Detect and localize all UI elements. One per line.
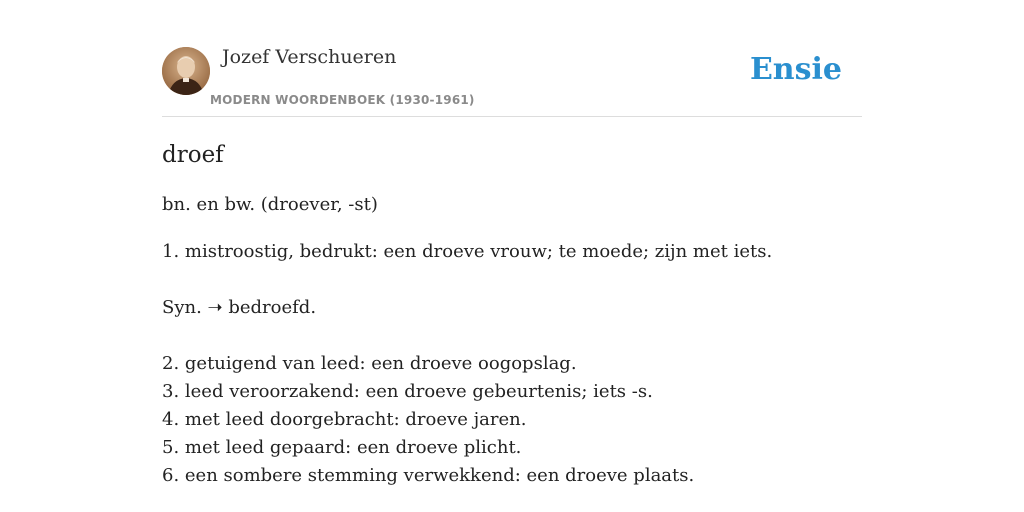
synonym-line[interactable]: Syn. ➝ bedroefd. [162, 297, 317, 318]
definition-2: 2. getuigend van leed: een droeve oogopslag. [162, 353, 577, 374]
definition-1: 1. mistroostig, bedrukt: een droeve vrouw; te moede; zijn met iets. [162, 241, 773, 262]
definition-3: 3. leed veroorzakend: een droeve gebeurtenis; iets -s. [162, 381, 653, 402]
entry-body [162, 140, 862, 490]
definition-5: 5. met leed gepaard: een droeve plicht. [162, 437, 522, 458]
definitions-list [162, 238, 862, 490]
brand-logo[interactable]: Ensie [749, 52, 842, 87]
grammar-info: bn. en bw. (droever, -st) [162, 194, 378, 215]
spacer [162, 266, 862, 294]
author-avatar[interactable] [162, 47, 210, 95]
definition-4: 4. met leed doorgebracht: droeve jaren. [162, 409, 527, 430]
author-name[interactable]: Jozef Verschueren [222, 46, 397, 68]
definition-6: 6. een sombere stemming verwekkend: een droeve plaats. [162, 465, 695, 486]
author-portrait-icon [162, 47, 210, 95]
entry-card [162, 0, 862, 512]
spacer [162, 322, 862, 350]
entry-header [162, 0, 862, 117]
source-label[interactable]: MODERN WOORDENBOEK (1930-1961) [210, 93, 475, 107]
headword: droef [162, 142, 224, 168]
